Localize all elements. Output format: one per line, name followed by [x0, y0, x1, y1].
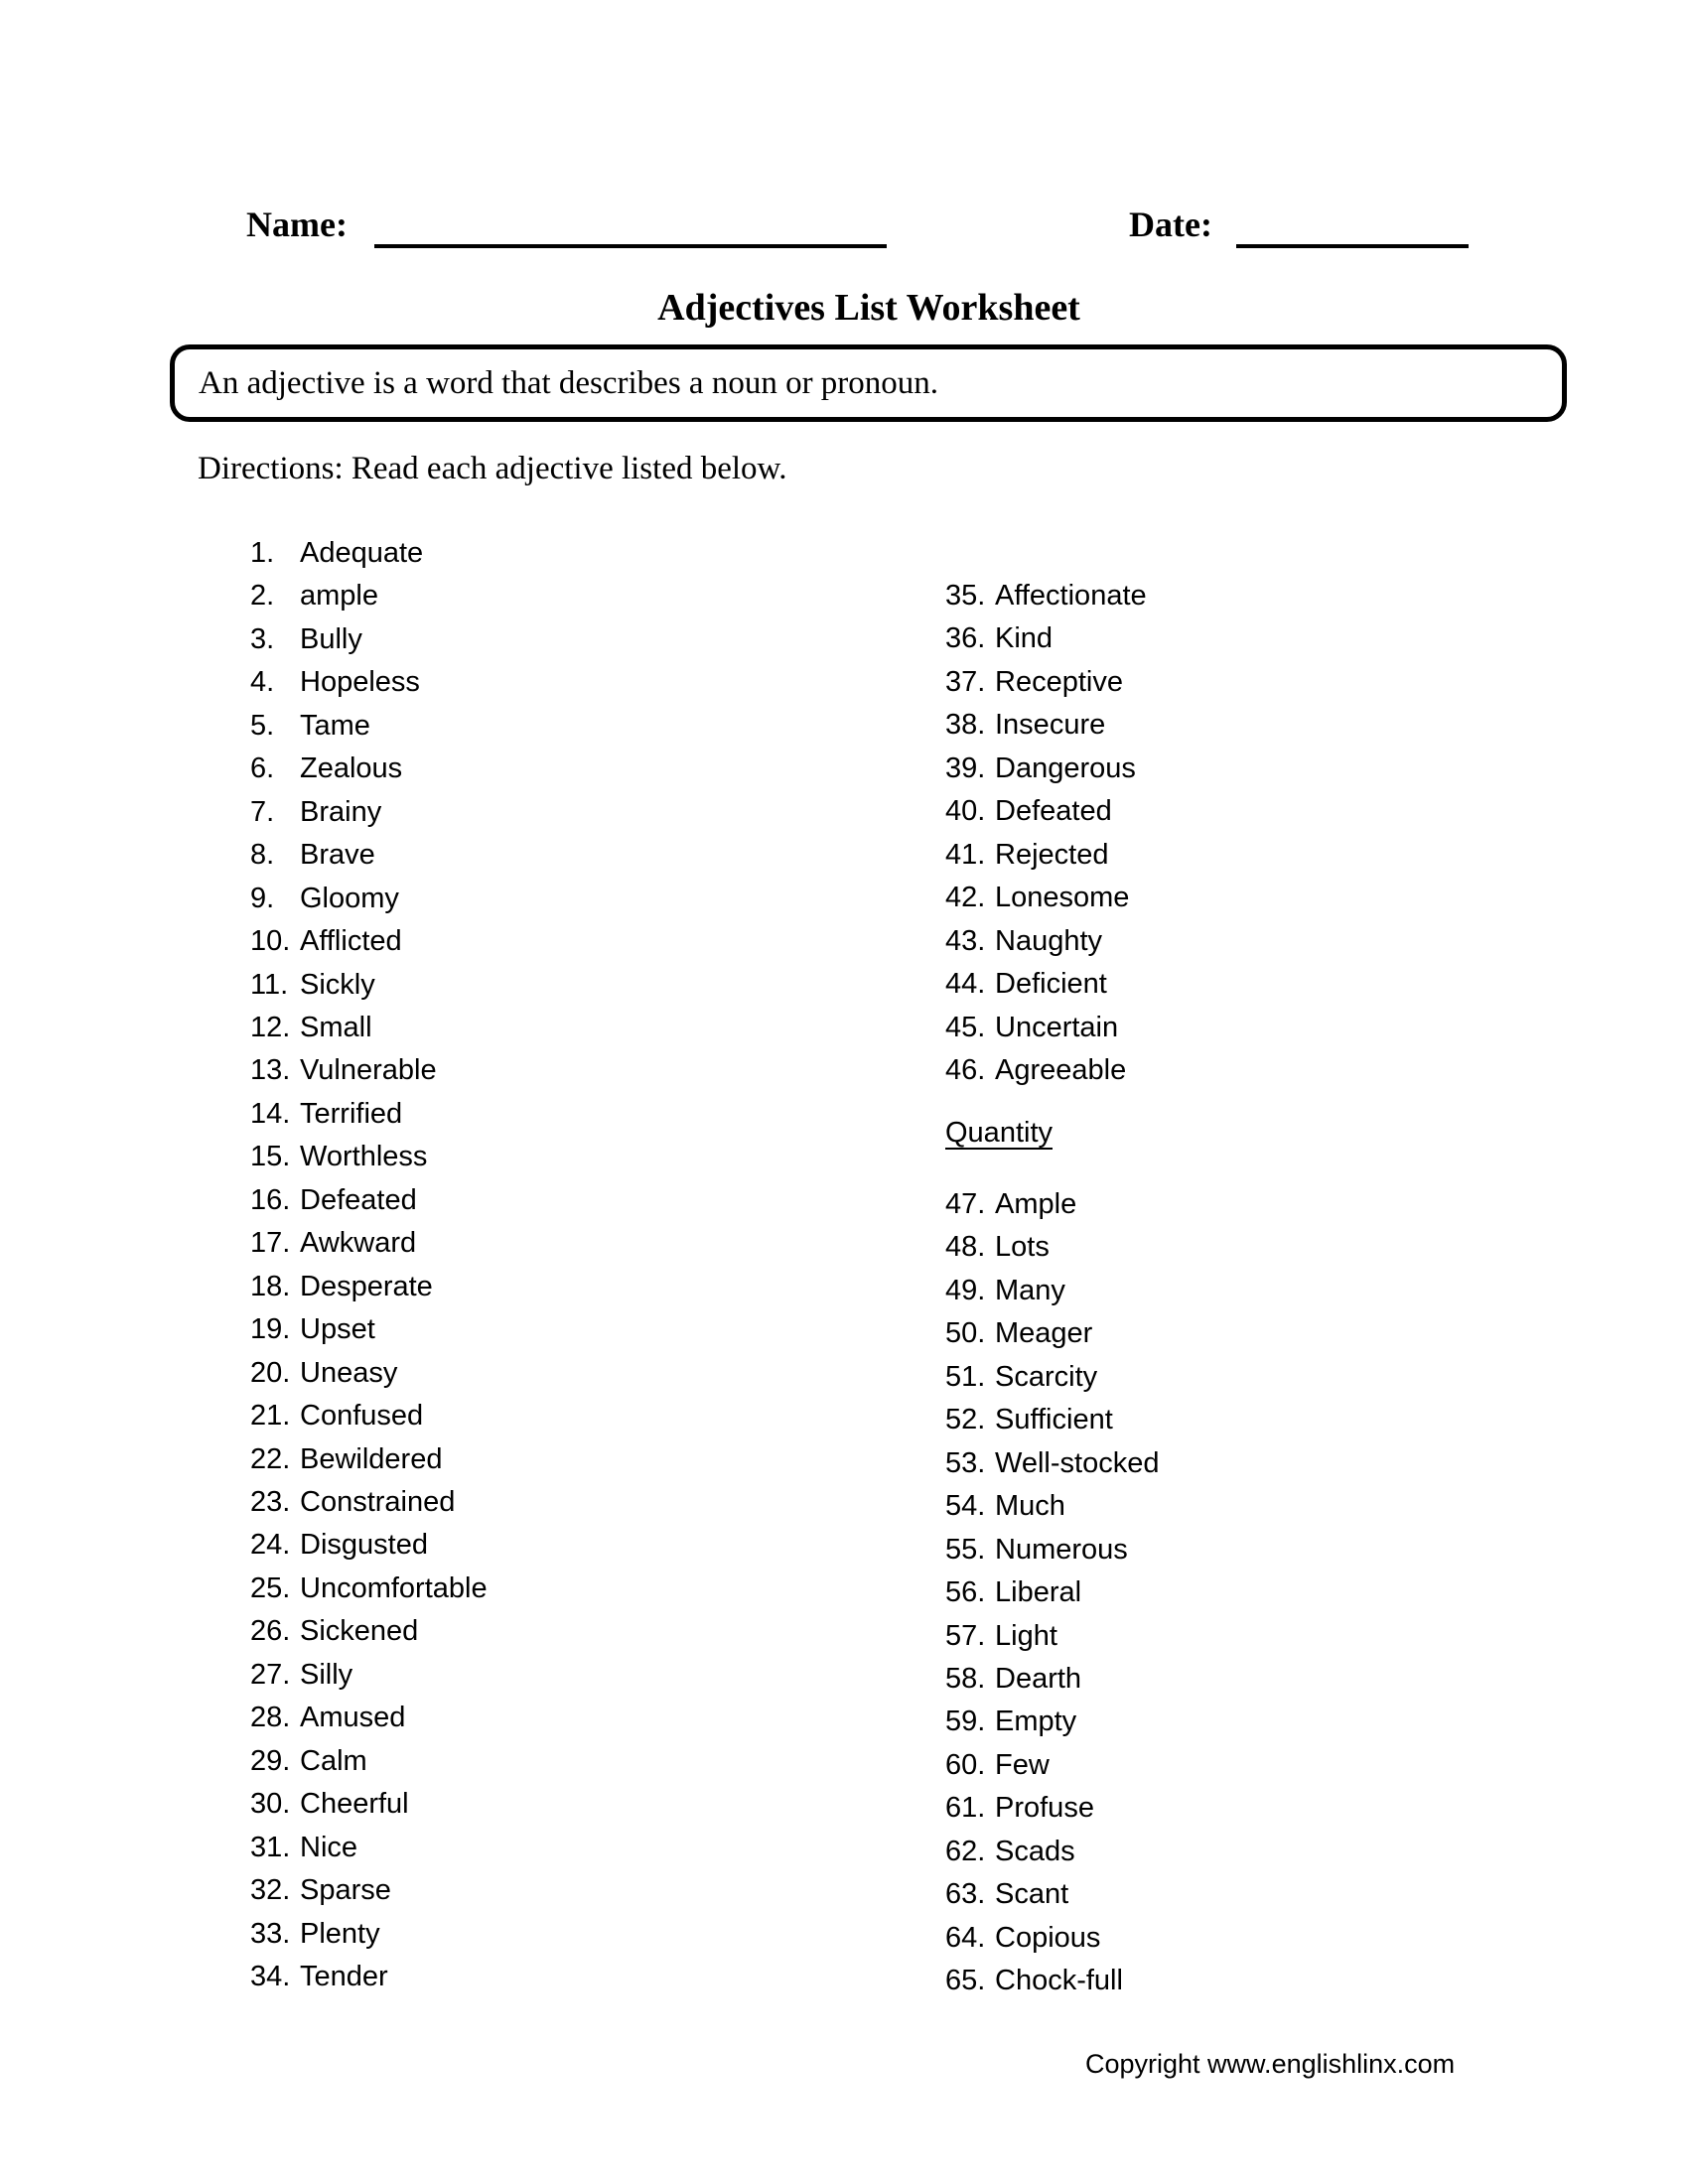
- list-item: [250, 748, 488, 790]
- item-number: 46.: [945, 1053, 986, 1086]
- item-number: 17.: [250, 1227, 291, 1260]
- item-number: 61.: [945, 1792, 986, 1825]
- item-number: 22.: [250, 1442, 291, 1475]
- item-number: 31.: [250, 1831, 291, 1863]
- item-word: Scarcity: [995, 1360, 1098, 1393]
- list-item: [250, 661, 488, 704]
- list-item: [945, 920, 1147, 963]
- item-word: Agreeable: [995, 1053, 1127, 1086]
- list-item: [945, 1831, 1159, 1873]
- list-item: [945, 1007, 1147, 1049]
- list-item: [250, 1352, 488, 1395]
- list-item: [250, 1524, 488, 1567]
- item-word: Profuse: [995, 1792, 1094, 1825]
- list-item: [250, 1481, 488, 1524]
- item-number: 64.: [945, 1921, 986, 1954]
- item-word: Defeated: [995, 795, 1112, 828]
- page-title: Adjectives List Worksheet: [657, 287, 1080, 329]
- item-word: Uncomfortable: [300, 1571, 488, 1604]
- item-word: Bully: [300, 622, 362, 655]
- item-word: Few: [995, 1748, 1050, 1781]
- item-word: Dearth: [995, 1662, 1082, 1695]
- list-item: [945, 1658, 1159, 1701]
- list-item: [250, 1266, 488, 1308]
- item-word: Constrained: [300, 1485, 456, 1518]
- name-blank-line[interactable]: [374, 210, 887, 248]
- item-word: Amused: [300, 1702, 406, 1734]
- item-word: Kind: [995, 622, 1054, 655]
- item-word: Sickly: [300, 968, 375, 1001]
- item-number: 15.: [250, 1141, 291, 1173]
- item-word: Scads: [995, 1835, 1075, 1867]
- list-item: [250, 1913, 488, 1956]
- list-item: [945, 963, 1147, 1006]
- list-item: [250, 532, 488, 575]
- list-item: [945, 1183, 1159, 1226]
- item-word: Lots: [995, 1231, 1050, 1264]
- item-number: 38.: [945, 709, 986, 742]
- item-number: 2.: [250, 580, 275, 613]
- list-item: [250, 1697, 488, 1739]
- item-word: Nice: [300, 1831, 358, 1863]
- item-word: Liberal: [995, 1576, 1082, 1609]
- item-number: 16.: [250, 1183, 291, 1216]
- item-word: Desperate: [300, 1270, 433, 1302]
- item-word: Deficient: [995, 968, 1107, 1001]
- list-item: [945, 748, 1147, 790]
- item-word: Defeated: [300, 1183, 417, 1216]
- item-number: 53.: [945, 1446, 986, 1479]
- list-item: [250, 1438, 488, 1481]
- item-number: 1.: [250, 537, 275, 569]
- item-word: Tame: [300, 709, 370, 742]
- item-number: 58.: [945, 1662, 986, 1695]
- item-word: Well-stocked: [995, 1446, 1160, 1479]
- item-word: Confused: [300, 1400, 424, 1433]
- item-word: Uneasy: [300, 1356, 398, 1389]
- item-number: 36.: [945, 622, 986, 655]
- definition-text: An adjective is a word that describes a noun or pronoun.: [199, 365, 939, 401]
- list-item: [250, 575, 488, 617]
- item-number: 39.: [945, 751, 986, 784]
- item-number: 8.: [250, 839, 275, 872]
- item-number: 21.: [250, 1400, 291, 1433]
- item-number: 56.: [945, 1576, 986, 1609]
- item-number: 19.: [250, 1313, 291, 1346]
- item-word: Numerous: [995, 1533, 1128, 1566]
- name-label: Name:: [246, 205, 348, 244]
- item-word: Cheerful: [300, 1788, 409, 1821]
- item-word: Light: [995, 1619, 1057, 1652]
- list-item: [945, 1615, 1159, 1658]
- list-item: [250, 1827, 488, 1869]
- item-word: Small: [300, 1011, 372, 1043]
- list-item: [945, 704, 1147, 747]
- item-number: 43.: [945, 924, 986, 957]
- item-word: Empty: [995, 1706, 1077, 1738]
- item-number: 10.: [250, 925, 291, 958]
- item-number: 29.: [250, 1744, 291, 1777]
- list-item: [250, 964, 488, 1007]
- item-word: Silly: [300, 1658, 353, 1691]
- item-word: Terrified: [300, 1097, 403, 1130]
- list-item: [945, 1787, 1159, 1830]
- item-number: 20.: [250, 1356, 291, 1389]
- item-number: 41.: [945, 838, 986, 871]
- list-item: [945, 1960, 1159, 2002]
- list-item: [945, 1312, 1159, 1355]
- item-word: Disgusted: [300, 1529, 428, 1562]
- list-item: [945, 1049, 1147, 1092]
- list-item: [945, 790, 1147, 833]
- item-word: Chock-full: [995, 1965, 1123, 1997]
- item-word: Adequate: [300, 537, 424, 569]
- item-number: 34.: [250, 1960, 291, 1992]
- right-column-bottom: [945, 1183, 1159, 2003]
- list-item: [250, 1395, 488, 1437]
- list-item: [945, 1356, 1159, 1399]
- item-word: Naughty: [995, 924, 1103, 957]
- list-item: [250, 1568, 488, 1610]
- list-item: [250, 1610, 488, 1653]
- item-number: 13.: [250, 1054, 291, 1087]
- item-number: 65.: [945, 1965, 986, 1997]
- item-number: 48.: [945, 1231, 986, 1264]
- list-item: [250, 1179, 488, 1222]
- item-word: Sparse: [300, 1874, 391, 1907]
- list-item: [250, 1049, 488, 1092]
- item-word: Upset: [300, 1313, 375, 1346]
- item-number: 26.: [250, 1615, 291, 1648]
- item-number: 25.: [250, 1571, 291, 1604]
- list-item: [945, 1701, 1159, 1743]
- list-item: [250, 1007, 488, 1049]
- item-word: Sickened: [300, 1615, 419, 1648]
- date-label: Date:: [1129, 205, 1212, 244]
- list-item: [250, 705, 488, 748]
- item-word: Awkward: [300, 1227, 417, 1260]
- item-number: 44.: [945, 968, 986, 1001]
- item-word: Uncertain: [995, 1011, 1119, 1043]
- list-item: [945, 1485, 1159, 1528]
- item-number: 37.: [945, 665, 986, 698]
- list-item: [250, 878, 488, 920]
- item-number: 42.: [945, 882, 986, 914]
- date-blank-line[interactable]: [1236, 210, 1469, 248]
- item-number: 28.: [250, 1702, 291, 1734]
- item-number: 59.: [945, 1706, 986, 1738]
- item-number: 30.: [250, 1788, 291, 1821]
- item-number: 9.: [250, 882, 275, 914]
- item-word: Scant: [995, 1878, 1069, 1911]
- item-number: 63.: [945, 1878, 986, 1911]
- list-item: [250, 1308, 488, 1351]
- quantity-section-header: Quantity: [945, 1117, 1053, 1149]
- item-word: Afflicted: [300, 925, 402, 958]
- item-number: 23.: [250, 1485, 291, 1518]
- list-item: [250, 1740, 488, 1783]
- list-item: [945, 834, 1147, 877]
- list-item: [945, 575, 1147, 617]
- item-number: 27.: [250, 1658, 291, 1691]
- list-item: [250, 920, 488, 963]
- item-number: 6.: [250, 752, 275, 785]
- item-number: 62.: [945, 1835, 986, 1867]
- list-item: [945, 1917, 1159, 1960]
- item-word: Affectionate: [995, 580, 1147, 612]
- item-word: Many: [995, 1274, 1065, 1306]
- item-word: Much: [995, 1490, 1065, 1523]
- item-number: 24.: [250, 1529, 291, 1562]
- definition-box: [170, 344, 1567, 422]
- list-item: [250, 1093, 488, 1136]
- item-number: 4.: [250, 666, 275, 699]
- list-item: [250, 791, 488, 834]
- list-item: [250, 1869, 488, 1912]
- directions-text: Directions: Read each adjective listed below.: [198, 451, 787, 486]
- list-item: [250, 1783, 488, 1826]
- item-number: 52.: [945, 1404, 986, 1436]
- item-number: 7.: [250, 795, 275, 828]
- item-word: Zealous: [300, 752, 403, 785]
- item-word: ample: [300, 580, 378, 613]
- item-word: Calm: [300, 1744, 367, 1777]
- copyright-text: Copyright www.englishlinx.com: [1085, 2049, 1456, 2079]
- item-number: 35.: [945, 580, 986, 612]
- right-column-top: [945, 575, 1147, 1092]
- list-item: [945, 1399, 1159, 1441]
- item-word: Receptive: [995, 665, 1123, 698]
- list-item: [250, 1956, 488, 1998]
- left-column: [250, 532, 488, 1998]
- item-number: 18.: [250, 1270, 291, 1302]
- list-item: [945, 1270, 1159, 1312]
- item-number: 55.: [945, 1533, 986, 1566]
- item-word: Sufficient: [995, 1404, 1113, 1436]
- item-word: Ample: [995, 1188, 1077, 1220]
- item-number: 3.: [250, 622, 275, 655]
- item-number: 32.: [250, 1874, 291, 1907]
- list-item: [250, 1654, 488, 1697]
- item-word: Hopeless: [300, 666, 420, 699]
- list-item: [945, 1873, 1159, 1916]
- item-word: Plenty: [300, 1917, 380, 1950]
- item-number: 51.: [945, 1360, 986, 1393]
- item-word: Insecure: [995, 709, 1106, 742]
- item-number: 11.: [250, 968, 289, 1001]
- list-item: [945, 1226, 1159, 1269]
- item-word: Brainy: [300, 795, 382, 828]
- list-item: [250, 1222, 488, 1265]
- item-number: 14.: [250, 1097, 291, 1130]
- list-item: [945, 877, 1147, 919]
- list-item: [945, 1529, 1159, 1571]
- item-number: 50.: [945, 1317, 986, 1350]
- item-word: Bewildered: [300, 1442, 443, 1475]
- item-word: Vulnerable: [300, 1054, 437, 1087]
- list-item: [945, 1442, 1159, 1485]
- item-word: Meager: [995, 1317, 1093, 1350]
- item-number: 60.: [945, 1748, 986, 1781]
- item-word: Brave: [300, 839, 375, 872]
- list-item: [945, 1571, 1159, 1614]
- item-number: 49.: [945, 1274, 986, 1306]
- item-word: Rejected: [995, 838, 1109, 871]
- list-item: [250, 618, 488, 661]
- list-item: [945, 617, 1147, 660]
- item-number: 12.: [250, 1011, 291, 1043]
- item-word: Gloomy: [300, 882, 399, 914]
- item-word: Copious: [995, 1921, 1101, 1954]
- item-number: 45.: [945, 1011, 986, 1043]
- item-word: Lonesome: [995, 882, 1130, 914]
- list-item: [250, 1136, 488, 1178]
- item-number: 40.: [945, 795, 986, 828]
- list-item: [250, 834, 488, 877]
- item-number: 47.: [945, 1188, 986, 1220]
- item-word: Dangerous: [995, 751, 1136, 784]
- item-number: 54.: [945, 1490, 986, 1523]
- item-number: 33.: [250, 1917, 291, 1950]
- item-word: Worthless: [300, 1141, 428, 1173]
- item-number: 5.: [250, 709, 275, 742]
- list-item: [945, 1744, 1159, 1787]
- item-number: 57.: [945, 1619, 986, 1652]
- list-item: [945, 661, 1147, 704]
- item-word: Tender: [300, 1960, 388, 1992]
